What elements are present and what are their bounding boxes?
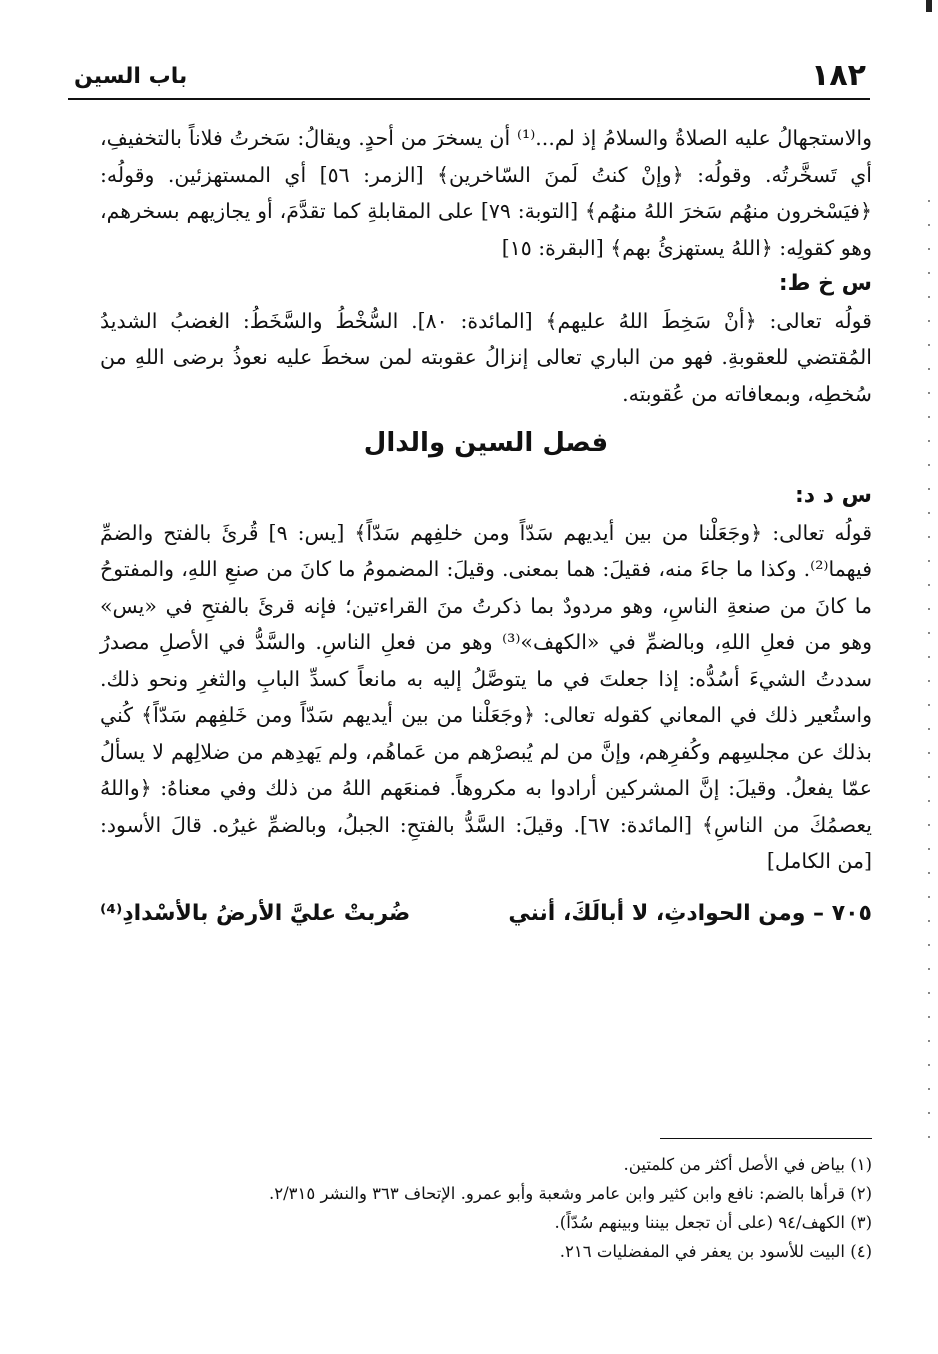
section-title: فصل السين والدال — [363, 428, 609, 458]
poetry-verse — [100, 892, 872, 936]
verse-first-hemistich: ٧٠٥ – ومن الحوادثِ، لا أبالَكَ، أنني — [508, 900, 872, 926]
paragraph-sakhat: قولُه تعالى: ﴿أنْ سَخِطَ اللهُ عليهم﴾ [المائدة: ٨٠]. السُّخْطُ والسَّخَطُ: الغضبُ الشديدُ المُقتضي للعقوبةِ. فهو من الباري تعالى إنزالُ عقوبته لمن سخطَ عليه نعوذُ برضى اللهِ من سُخطِه، وبمعافاته من عُقوبته. — [100, 308, 872, 406]
scan-edge-dots — [928, 200, 930, 1154]
footnote-2: (٢) قرأها بالضم: نافع وابن كثير وابن عامر وشعبة وأبو عمرو. الإتحاف ٣٦٣ والنشر ٢/٣١٥. — [269, 1184, 872, 1203]
scan-corner-mark — [926, 0, 932, 12]
footnote-3: (٣) الكهف/٩٤ (على أن تجعل بيننا وبينهم سُدّاً). — [554, 1213, 872, 1232]
header-rule — [68, 98, 870, 100]
verse-second-hemistich: ضُربتْ عليَّ الأرضُ بالأسْدادِ⁽⁴⁾ — [100, 900, 411, 926]
footnote-4: (٤) البيت للأسود بن يعفر في المفضليات ٢١٦. — [559, 1242, 872, 1261]
paragraph-sadd: قولُه تعالى: ﴿وجَعَلْنا من بين أيديهم سَدّاً ومن خلفِهم سَدّاً﴾ [يس: ٩] قُرئَ بالفتح والضمِّ فيهما⁽²⁾. وكذا ما جاءَ منه، فقيلَ: هما بمعنى. وقيلَ: المضمومُ ما كانَ من صنعِ اللهِ، والمفتوحُ ما كانَ من صنعةِ الناسِ، وهو مردودٌ بما ذكرتُ منَ القراءتين؛ فإنه قرئَ بالفتحِ في «يس» وهو من فعلِ اللهِ، وبالضمِّ في «الكهف»⁽³⁾ وهو من فعلِ الناسِ. والسَّدُّ في الأصلِ مصدرُ سددتُ الشيءَ أسُدُّه: إذا جعلتَ في ما يتوصَّلُ إليه به مانعاً كسدِّ البابِ والثغرِ ونحو ذلك. واستُعير ذلك في المعاني كقوله تعالى: ﴿وجَعَلْنا من بين أيديهم سَدّاً ومن خَلفِهم سَدّاً﴾ كُني بذلك عن مجلسِهم وكُفرِهم، وإنَّ من لم يُبصرْهم من عَماهُم، ولم يَهدِهم من ضلالِهم لا يسألُ عمّا يفعلُ. وقيلَ: إنَّ المشركين أرادوا به مكروهاً. فمنعَهم اللهُ من ذلك وفي معناهُ: ﴿واللهُ يعصمُكَ من الناسِ﴾ [المائدة: ٦٧]. وقيلَ: السَّدُّ بالفتحِ: الجبلُ، وبالضمِّ غيرُه. قالَ الأسود: [من الكامل] — [100, 520, 872, 873]
running-header — [68, 56, 870, 100]
root-heading-skht: س خ ط: — [778, 271, 872, 296]
footnotes — [180, 1150, 872, 1266]
main-text — [100, 120, 872, 936]
chapter-title: باب السين — [74, 64, 188, 89]
footnote-1: (١) بياض في الأصل أكثر من كلمتين. — [623, 1155, 872, 1174]
page-number: ١٨٢ — [811, 58, 866, 93]
footnote-rule — [660, 1138, 872, 1139]
paragraph-sakhar: والاستجهالُ عليه الصلاةُ والسلامُ إذ لم...⁽¹⁾ أن يسخرَ من أحدٍ. ويقالُ: سَخرتُ فلاناً بالتخفيفِ، أي تَسخَّرتُه. وقولُه: ﴿وإنْ كنتُ لَمنَ السّاخرين﴾ [الزمر: ٥٦] أي المستهزئين. وقولُه: ﴿فيَسْخرون منهُم سَخرَ اللهُ منهُم﴾ [التوبة: ٧٩] على المقابلةِ كما تقدَّمَ، أو يجازيهم بسخرهم، وهو كقولِه: ﴿اللهُ يستهزئُ بهم﴾ [البقرة: ١٥] — [100, 126, 872, 260]
root-heading-sdd: س د د: — [794, 483, 872, 508]
